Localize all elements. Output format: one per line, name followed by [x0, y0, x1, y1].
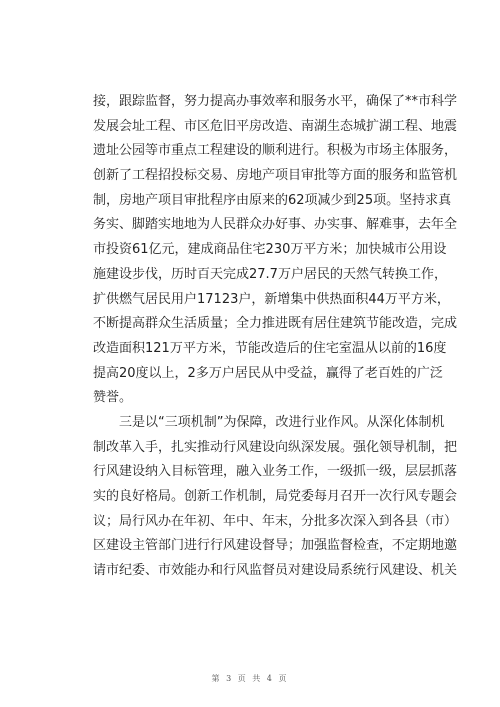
text-line: 赞誉。 — [93, 390, 133, 406]
text-line: 市投资61亿元，建成商品住宅230万平方米；加快城市公用设 — [93, 242, 447, 258]
text-line: 遗址公园等市重点工程建设的顺利进行。积极为市场主体服务， — [93, 143, 458, 159]
text-line: 不断提高群众生活质量；全力推进既有居住建筑节能改造，完成 — [93, 316, 458, 332]
text-line: 提高20度以上，2多万户居民从中受益，赢得了老百姓的广泛 — [93, 365, 443, 381]
text-line: 请市纪委、市效能办和行风监督员对建设局系统行风建设、机关 — [93, 563, 458, 579]
text-line: 发展会址工程、市区危旧平房改造、南湖生态城扩湖工程、地震 — [93, 118, 458, 134]
text-line: 三是以“三项机制”为保障，改进行业作风。从深化体制机 — [93, 414, 445, 430]
text-line: 务实、脚踏实地地为人民群众办好事、办实事、解难事，去年全 — [93, 217, 458, 233]
text-line: 行风建设纳入目标管理，融入业务工作，一级抓一级，层层抓落 — [93, 464, 458, 480]
text-line: 施建设步伐，历时百天完成27.7万户居民的天然气转换工作， — [93, 266, 447, 282]
text-line: 创新了工程招投标交易、房地产项目审批等方面的服务和监管机 — [93, 168, 458, 184]
text-line: 议；局行风办在年初、年中、年末，分批多次深入到各县（市） — [93, 513, 458, 529]
body-text — [93, 90, 458, 584]
text-line: 制，房地产项目审批程序由原来的62项减少到25项。坚持求真 — [93, 192, 452, 208]
text-line: 接，跟踪监督，努力提高办事效率和服务水平，确保了**市科学 — [93, 94, 458, 109]
page-footer: 第 3 页 共 4 页 — [211, 674, 289, 683]
text-line: 实的良好格局。创新工作机制，局党委每月召开一次行风专题会 — [93, 489, 458, 504]
text-line: 制改革入手，扎实推动行风建设向纵深发展。强化领导机制，把 — [93, 439, 458, 455]
paragraph-1 — [93, 90, 458, 411]
paragraph-2 — [93, 411, 458, 584]
text-line: 区建设主管部门进行行风建设督导；加强监督检查，不定期地邀 — [93, 538, 458, 554]
text-line: 改造面积121万平方米，节能改造后的住宅室温从以前的16度 — [93, 340, 447, 356]
text-line: 扩供燃气居民用户17123户，新增集中供热面积44万平方米， — [93, 291, 450, 307]
